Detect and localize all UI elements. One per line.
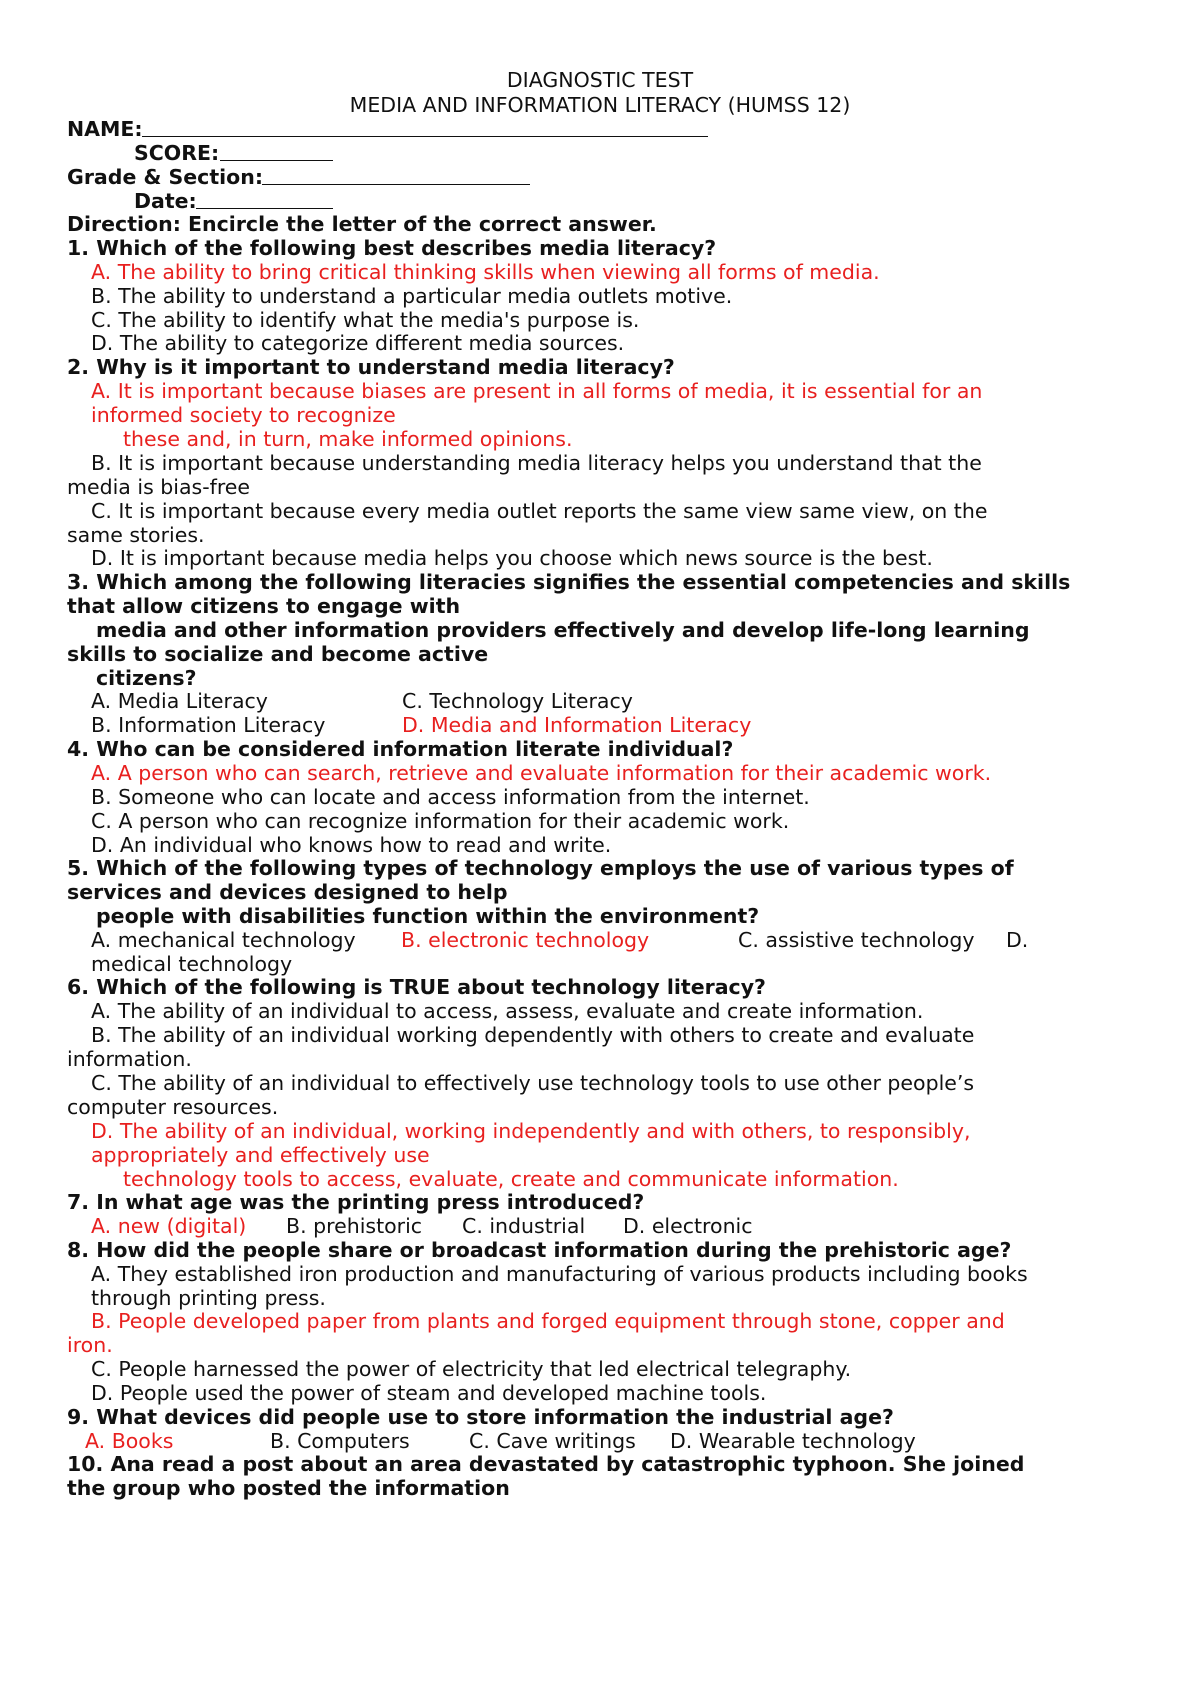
q4-option-b[interactable]: B. Someone who can locate and access information from the internet. <box>91 785 810 809</box>
q4-option-d[interactable]: D. An individual who knows how to read and write. <box>91 833 612 857</box>
q2-option-d[interactable]: D. It is important because media helps you choose which news source is the best. <box>91 546 933 570</box>
q1-option-c[interactable]: C. The ability to identify what the media's purpose is. <box>91 308 640 332</box>
q6-option-c-cont: computer resources. <box>67 1095 279 1119</box>
question-5: 5. Which of the following types of technology employs the use of various types of <box>67 856 1014 880</box>
question-2: 2. Why is it important to understand media literacy? <box>67 355 675 379</box>
question-3: 3. Which among the following literacies signifies the essential competencies and skills <box>67 570 1071 594</box>
grade-section-blank[interactable] <box>262 184 530 185</box>
q5-option-a[interactable]: A. mechanical technology <box>91 928 356 952</box>
question-9: 9. What devices did people use to store information the industrial age? <box>67 1405 894 1429</box>
q9-option-b[interactable]: B. Computers <box>270 1429 410 1453</box>
direction-text: Direction: Encircle the letter of the correct answer. <box>67 212 657 236</box>
q3-option-a[interactable]: A. Media Literacy <box>91 689 268 713</box>
q8-option-c[interactable]: C. People harnessed the power of electricity that led electrical telegraphy. <box>91 1357 852 1381</box>
q5-option-c[interactable]: C. assistive technology <box>738 928 975 952</box>
q1-option-a[interactable]: A. The ability to bring critical thinking skills when viewing all forms of media. <box>91 260 880 284</box>
question-10: 10. Ana read a post about an area devastated by catastrophic typhoon. She joined <box>67 1452 1025 1476</box>
question-8: 8. How did the people share or broadcast information during the prehistoric age? <box>67 1238 1012 1262</box>
q7-option-c[interactable]: C. industrial <box>462 1214 586 1238</box>
q9-option-a[interactable]: A. Books <box>85 1429 174 1453</box>
q2-option-a-cont: informed society to recognize <box>91 403 396 427</box>
q9-option-d[interactable]: D. Wearable technology <box>670 1429 916 1453</box>
q6-option-a[interactable]: A. The ability of an individual to access, assess, evaluate and create information. <box>91 999 924 1023</box>
q8-option-b[interactable]: B. People developed paper from plants and forged equipment through stone, copper and <box>91 1309 1005 1333</box>
q2-option-c[interactable]: C. It is important because every media outlet reports the same view same view, on the <box>91 499 988 523</box>
name-blank[interactable] <box>142 136 708 137</box>
q4-option-c[interactable]: C. A person who can recognize information for their academic work. <box>91 809 790 833</box>
q6-option-d-cont: technology tools to access, evaluate, create and communicate information. <box>123 1167 899 1191</box>
question-6: 6. Which of the following is TRUE about technology literacy? <box>67 975 766 999</box>
q4-option-a[interactable]: A. A person who can search, retrieve and evaluate information for their academic work. <box>91 761 992 785</box>
question-7: 7. In what age was the printing press introduced? <box>67 1190 645 1214</box>
q8-option-b-cont: iron. <box>67 1333 113 1357</box>
question-4: 4. Who can be considered information literate individual? <box>67 737 734 761</box>
q8-option-d[interactable]: D. People used the power of steam and developed machine tools. <box>91 1381 767 1405</box>
q3-option-d[interactable]: D. Media and Information Literacy <box>402 713 752 737</box>
date-blank[interactable] <box>196 208 333 209</box>
q7-option-d[interactable]: D. electronic <box>623 1214 753 1238</box>
q9-option-c[interactable]: C. Cave writings <box>469 1429 636 1453</box>
document-title: DIAGNOSTIC TEST <box>506 68 694 92</box>
q1-option-d[interactable]: D. The ability to categorize different media sources. <box>91 331 625 355</box>
q1-option-b[interactable]: B. The ability to understand a particular media outlets motive. <box>91 284 733 308</box>
score-blank[interactable] <box>220 160 333 161</box>
question-10-cont: the group who posted the information <box>67 1476 510 1500</box>
q2-option-b[interactable]: B. It is important because understanding media literacy helps you understand that the <box>91 451 982 475</box>
q6-option-d[interactable]: D. The ability of an individual, working independently and with others, to responsibly, <box>91 1119 971 1143</box>
q5-option-d-cont: medical technology <box>91 952 293 976</box>
q2-option-a-cont: these and, in turn, make informed opinions. <box>123 427 573 451</box>
q3-option-b[interactable]: B. Information Literacy <box>91 713 326 737</box>
q3-option-c[interactable]: C. Technology Literacy <box>402 689 633 713</box>
name-label: NAME: <box>67 117 143 141</box>
question-5-cont: people with disabilities function within the environment? <box>96 904 760 928</box>
question-3-cont: media and other information providers effectively and develop life-long learning <box>96 618 1030 642</box>
q7-option-a[interactable]: A. new (digital) <box>91 1214 247 1238</box>
q2-option-b-cont: media is bias-free <box>67 475 251 499</box>
q2-option-a[interactable]: A. It is important because biases are present in all forms of media, it is essential for an <box>91 379 983 403</box>
question-3-cont: citizens? <box>96 666 197 690</box>
grade-section-label: Grade & Section: <box>67 165 264 189</box>
date-label: Date: <box>134 189 197 213</box>
q7-option-b[interactable]: B. prehistoric <box>286 1214 423 1238</box>
question-1: 1. Which of the following best describes media literacy? <box>67 236 717 260</box>
q5-option-b[interactable]: B. electronic technology <box>401 928 650 952</box>
document-subtitle: MEDIA AND INFORMATION LITERACY (HUMSS 12) <box>349 93 851 117</box>
q6-option-b[interactable]: B. The ability of an individual working dependently with others to create and evaluate <box>91 1023 975 1047</box>
q6-option-b-cont: information. <box>67 1047 192 1071</box>
q6-option-c[interactable]: C. The ability of an individual to effectively use technology tools to use other people’s <box>91 1071 975 1095</box>
q5-option-d[interactable]: D. <box>1006 928 1029 952</box>
q8-option-a-cont: through printing press. <box>91 1286 326 1310</box>
q8-option-a[interactable]: A. They established iron production and manufacturing of various products including books <box>91 1262 1028 1286</box>
q6-option-d-cont: appropriately and effectively use <box>91 1143 430 1167</box>
question-3-cont: that allow citizens to engage with <box>67 594 461 618</box>
question-3-cont: skills to socialize and become active <box>67 642 489 666</box>
question-5-cont: services and devices designed to help <box>67 880 508 904</box>
score-label: SCORE: <box>134 141 220 165</box>
q2-option-c-cont: same stories. <box>67 523 205 547</box>
